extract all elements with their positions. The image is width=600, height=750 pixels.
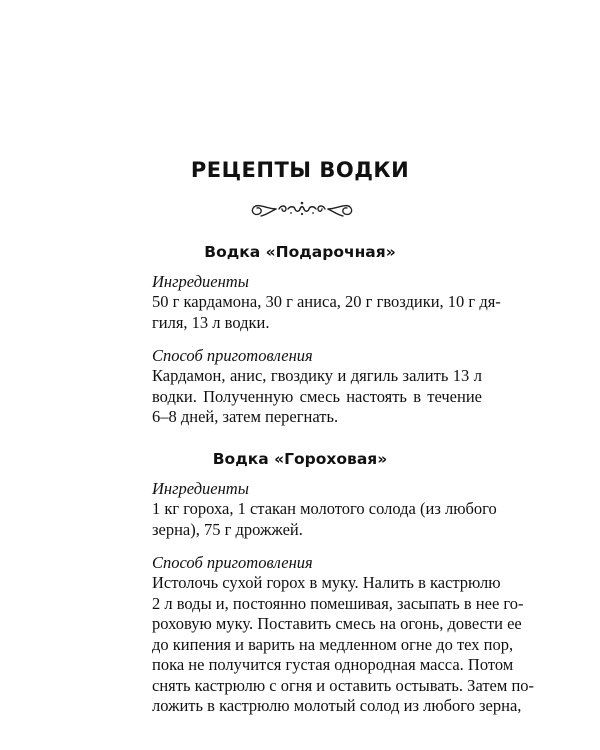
text-line: ложить в кастрюлю молотый солод из любого зерна, [152,696,522,715]
text-line: пока не получится густая однородная масса. Потом [152,655,514,674]
text-line: водки. Полученную смесь настоять в течение [152,386,482,406]
ornament-divider-icon [246,197,358,219]
ingredients-label: Ингредиенты [152,479,249,498]
method-text [152,366,482,428]
text-line: роховую муку. Поставить смесь на огонь, довести ее [152,614,522,633]
text-line: 6–8 дней, затем перегнать. [152,407,339,426]
method-label: Способ приготовления [152,553,313,572]
chapter-title: РЕЦЕПТЫ ВОДКИ [190,158,410,182]
ingredients-text [152,499,497,540]
text-line: 2 л воды и, постоянно помешивая, засыпать в нее го- [152,593,524,613]
text-line: Истолочь сухой горох в муку. Налить в кастрюлю [152,573,501,592]
recipe-title: Водка «Гороховая» [212,450,388,468]
text-line: гиля, 13 л водки. [152,312,270,332]
text-line: до кипения и варить на медленном огне до тех пор, [152,634,514,654]
text-line: Кардамон, анис, гвоздику и дягиль залить 13 л [152,366,482,385]
method-text [152,573,535,717]
text-line: 50 г кардамона, 30 г аниса, 20 г гвоздики, 10 г дя- [152,292,501,311]
text-line: 1 кг гороха, 1 стакан молотого солода (из любого [152,499,497,518]
text-line: зерна), 75 г дрожжей. [152,519,303,539]
ingredients-label: Ингредиенты [152,272,249,291]
ingredients-text [152,292,501,333]
text-line: снять кастрюлю с огня и оставить остывать. Затем по- [152,675,535,695]
recipe-title: Водка «Подарочная» [204,243,396,261]
method-label: Способ приготовления [152,346,313,365]
